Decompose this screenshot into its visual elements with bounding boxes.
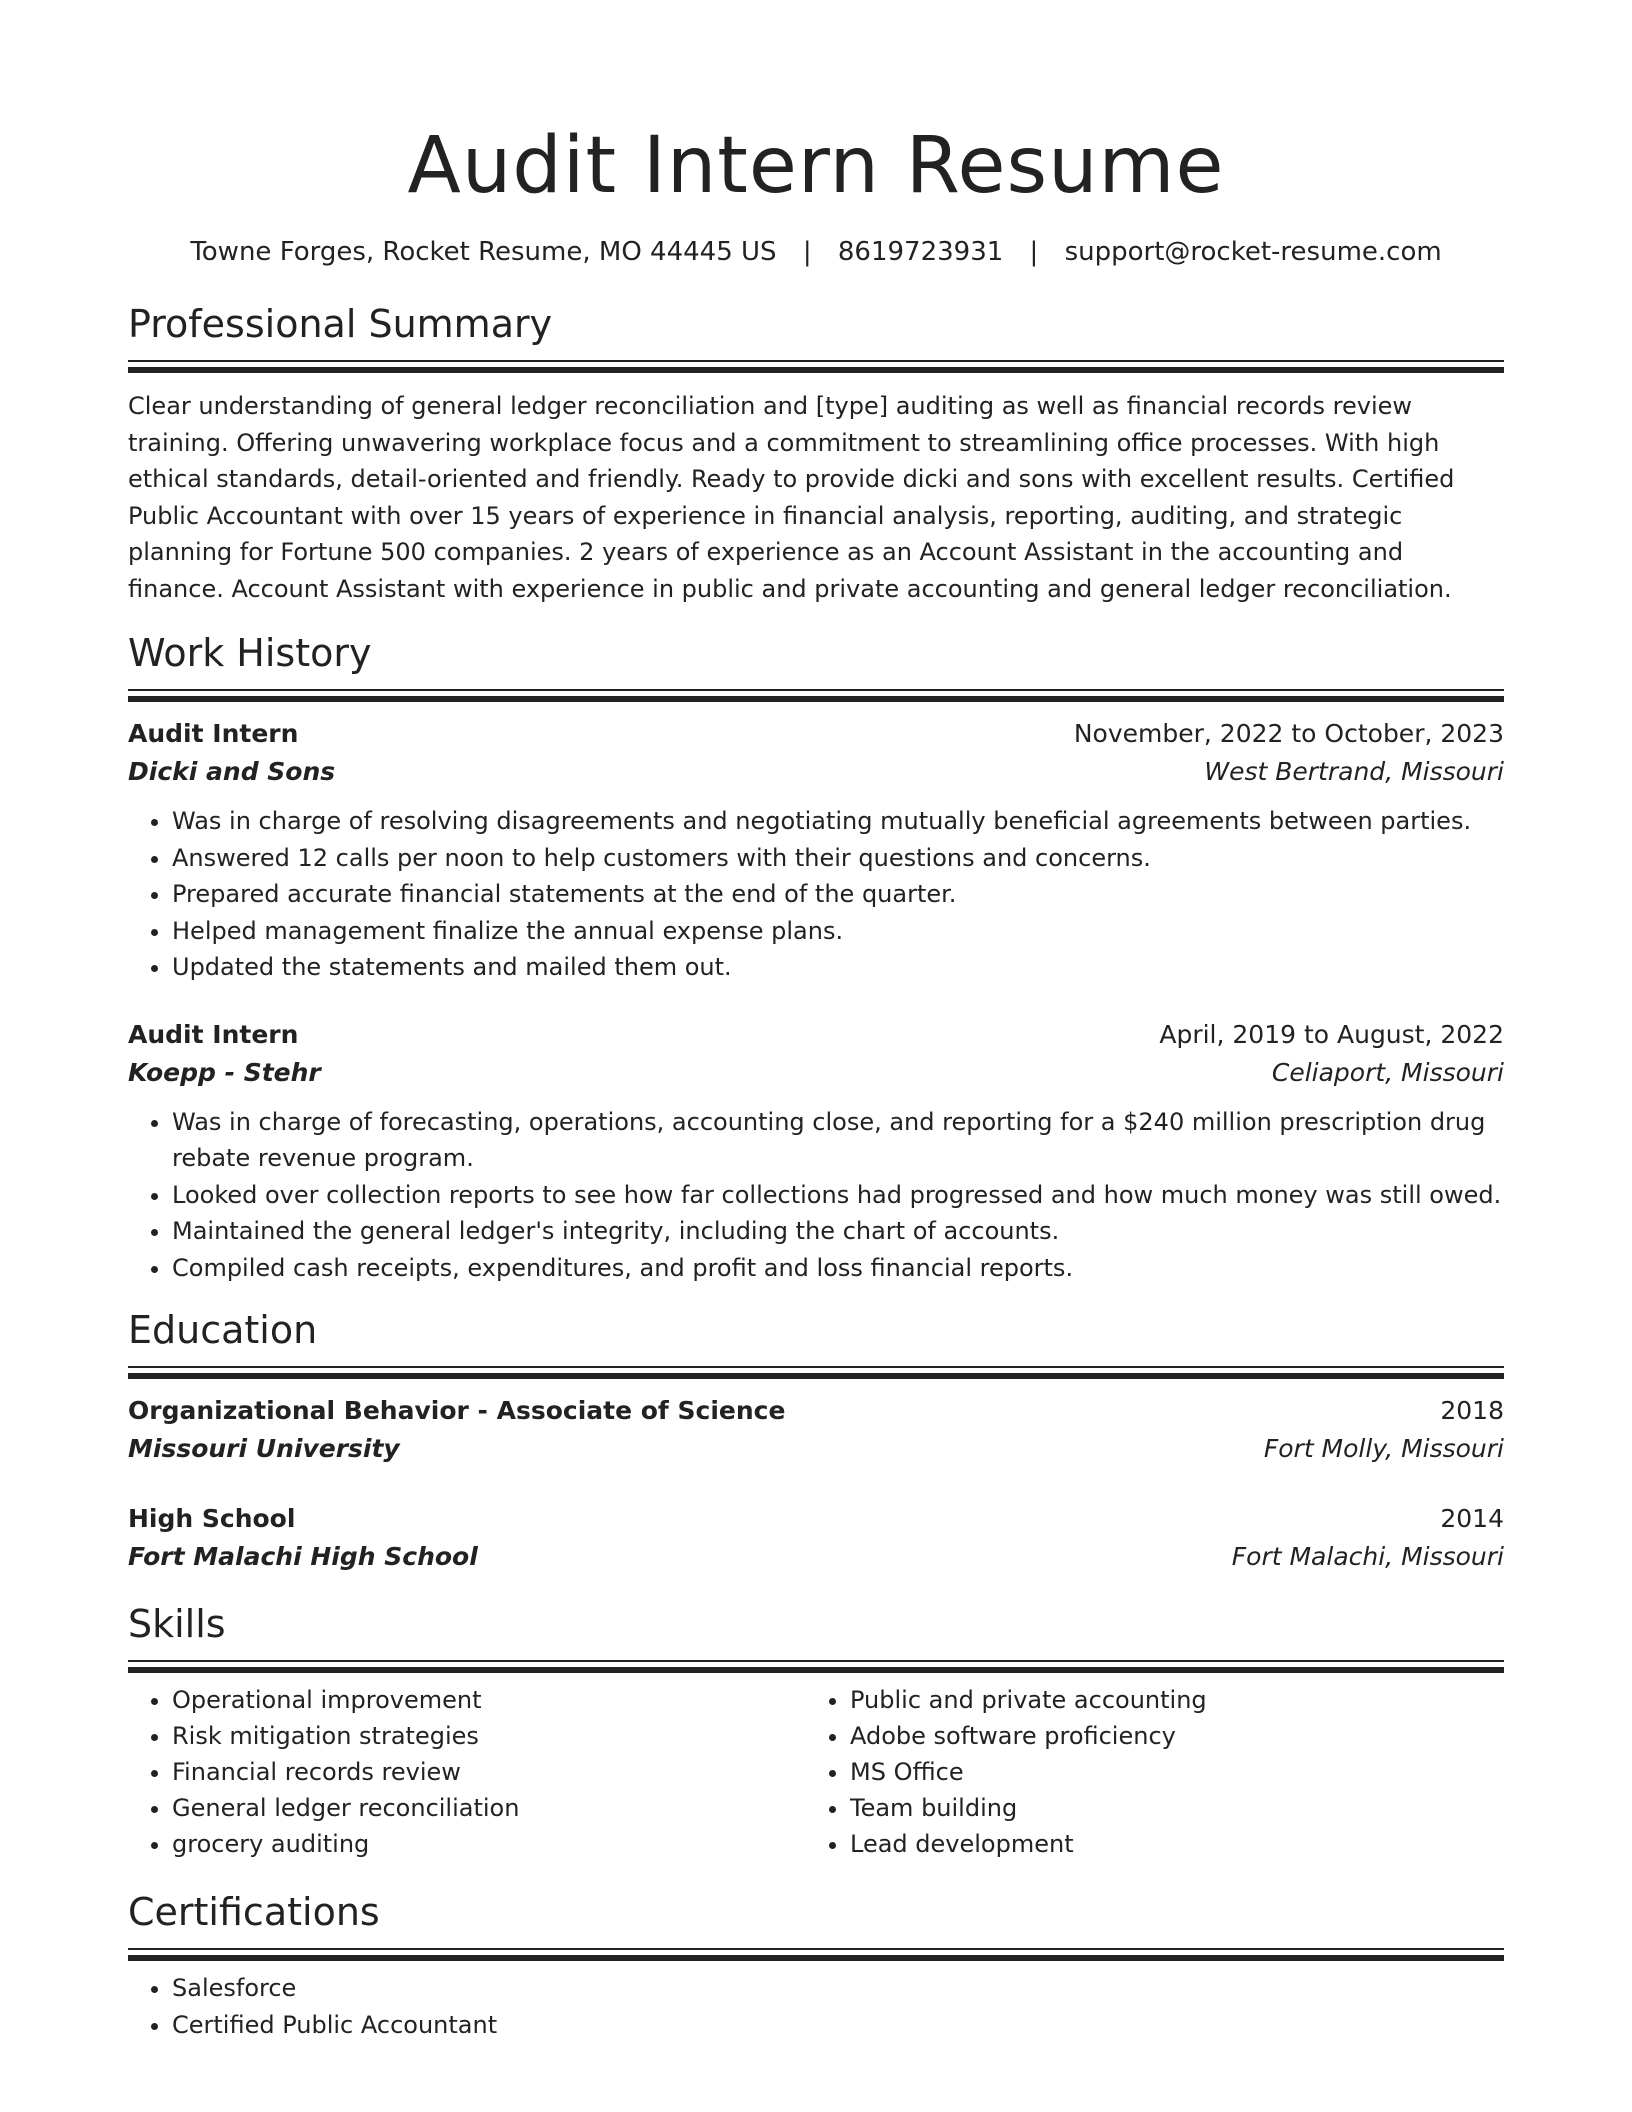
job-header	[128, 1016, 1504, 1054]
list-item: • Maintained the general ledger's integrity, including the chart of accounts.	[172, 1213, 1504, 1250]
job-location: Celiaport, Missouri	[1271, 1057, 1504, 1087]
section-heading-work-history: Work History	[128, 631, 372, 675]
section-heading-education: Education	[128, 1308, 318, 1352]
education-header	[128, 1500, 1504, 1538]
job-entry	[128, 715, 1504, 986]
certifications-section	[128, 1888, 1504, 2043]
section-divider	[128, 360, 1504, 372]
list-item: • Prepared accurate financial statements at the end of the quarter.	[172, 876, 1504, 913]
list-item: • Certified Public Accountant	[172, 2007, 1504, 2044]
list-item: • Operational improvement	[172, 1682, 806, 1718]
job-title: Audit Intern	[128, 719, 299, 748]
list-item: • Helped management finalize the annual expense plans.	[172, 913, 1504, 950]
education-subheader	[128, 1538, 1504, 1576]
job-company: Dicki and Sons	[128, 757, 336, 786]
education-degree: High School	[128, 1504, 296, 1533]
education-location: Fort Malachi, Missouri	[1231, 1542, 1504, 1571]
section-heading-skills: Skills	[128, 1602, 226, 1646]
job-subheader	[128, 753, 1504, 791]
contact-separator: |	[802, 237, 812, 267]
section-heading-summary: Professional Summary	[128, 302, 553, 346]
list-item: • Looked over collection reports to see how far collections had progressed and how much money was still owed.	[172, 1177, 1504, 1214]
education-subheader	[128, 1430, 1504, 1468]
skills-column-left	[128, 1682, 806, 1862]
section-divider	[128, 689, 1504, 701]
contact-line	[128, 234, 1504, 270]
list-item: • grocery auditing	[172, 1826, 806, 1862]
list-item: • MS Office	[850, 1754, 1484, 1790]
section-divider	[128, 1948, 1504, 1960]
list-item: • Answered 12 calls per noon to help customers with their questions and concerns.	[172, 840, 1504, 877]
education-degree: Organizational Behavior - Associate of Science	[128, 1396, 786, 1425]
list-item: • Financial records review	[172, 1754, 806, 1790]
list-item: • Compiled cash receipts, expenditures, and profit and loss financial reports.	[172, 1250, 1504, 1287]
job-title: Audit Intern	[128, 1019, 299, 1049]
contact-phone: 8619723931	[837, 237, 1004, 267]
skills-column-right	[806, 1682, 1484, 1862]
job-company: Koepp - Stehr	[128, 1057, 321, 1087]
job-bullets	[128, 803, 1504, 986]
job-header	[128, 715, 1504, 753]
certifications-list	[128, 1970, 1504, 2043]
list-item: • Was in charge of forecasting, operations, accounting close, and reporting for a $240 million prescription drug rebate revenue program.	[172, 1104, 1504, 1177]
list-item: • General ledger reconciliation	[172, 1790, 806, 1826]
summary-section	[128, 300, 1504, 607]
list-item: • Adobe software proficiency	[850, 1718, 1484, 1754]
education-section	[128, 1306, 1504, 1576]
list-item: • Salesforce	[172, 1970, 1504, 2007]
education-school: Missouri University	[128, 1434, 400, 1463]
list-item: • Was in charge of resolving disagreements and negotiating mutually beneficial agreements between parties.	[172, 803, 1504, 840]
work-history-section	[128, 629, 1504, 1286]
job-bullets	[128, 1104, 1504, 1287]
summary-text: Clear understanding of general ledger reconciliation and [type] auditing as well as financial records review training. Offering unwavering workplace focus and a commitment to streamlining office processes. With high ethical standards, detail-oriented and friendly. Ready to provide dicki and sons with excellent results. Certified Public Accountant with over 15 years of experience in financial analysis, reporting, auditing, and strategic planning for Fortune 500 companies. 2 years of experience as an Account Assistant in the accounting and finance. Account Assistant with experience in public and private accounting and general ledger reconciliation.	[128, 392, 1455, 603]
education-entry	[128, 1500, 1504, 1576]
education-location: Fort Molly, Missouri	[1263, 1434, 1504, 1463]
list-item: • Updated the statements and mailed them out.	[172, 949, 1504, 986]
list-item: • Risk mitigation strategies	[172, 1718, 806, 1754]
section-heading-certifications: Certifications	[128, 1890, 380, 1934]
education-year: 2018	[1440, 1396, 1504, 1425]
job-entry	[128, 1016, 1504, 1287]
section-divider	[128, 1660, 1504, 1672]
education-school: Fort Malachi High School	[128, 1542, 478, 1571]
contact-separator: |	[1029, 237, 1039, 267]
contact-address: Towne Forges, Rocket Resume, MO 44445 US	[190, 237, 777, 267]
section-divider	[128, 1366, 1504, 1378]
education-year: 2014	[1440, 1504, 1504, 1533]
education-header	[128, 1392, 1504, 1430]
job-dates: April, 2019 to August, 2022	[1159, 1019, 1504, 1049]
list-item: • Lead development	[850, 1826, 1484, 1862]
resume-title: Audit Intern Resume	[407, 121, 1225, 211]
job-location: West Bertrand, Missouri	[1204, 757, 1504, 786]
skills-section	[128, 1600, 1504, 1862]
education-entry	[128, 1392, 1504, 1468]
job-subheader	[128, 1054, 1504, 1092]
list-item: • Team building	[850, 1790, 1484, 1826]
job-dates: November, 2022 to October, 2023	[1073, 719, 1504, 748]
list-item: • Public and private accounting	[850, 1682, 1484, 1718]
skills-grid	[128, 1682, 1504, 1862]
resume-page	[128, 0, 1504, 2043]
contact-email: support@rocket-resume.com	[1064, 237, 1442, 267]
